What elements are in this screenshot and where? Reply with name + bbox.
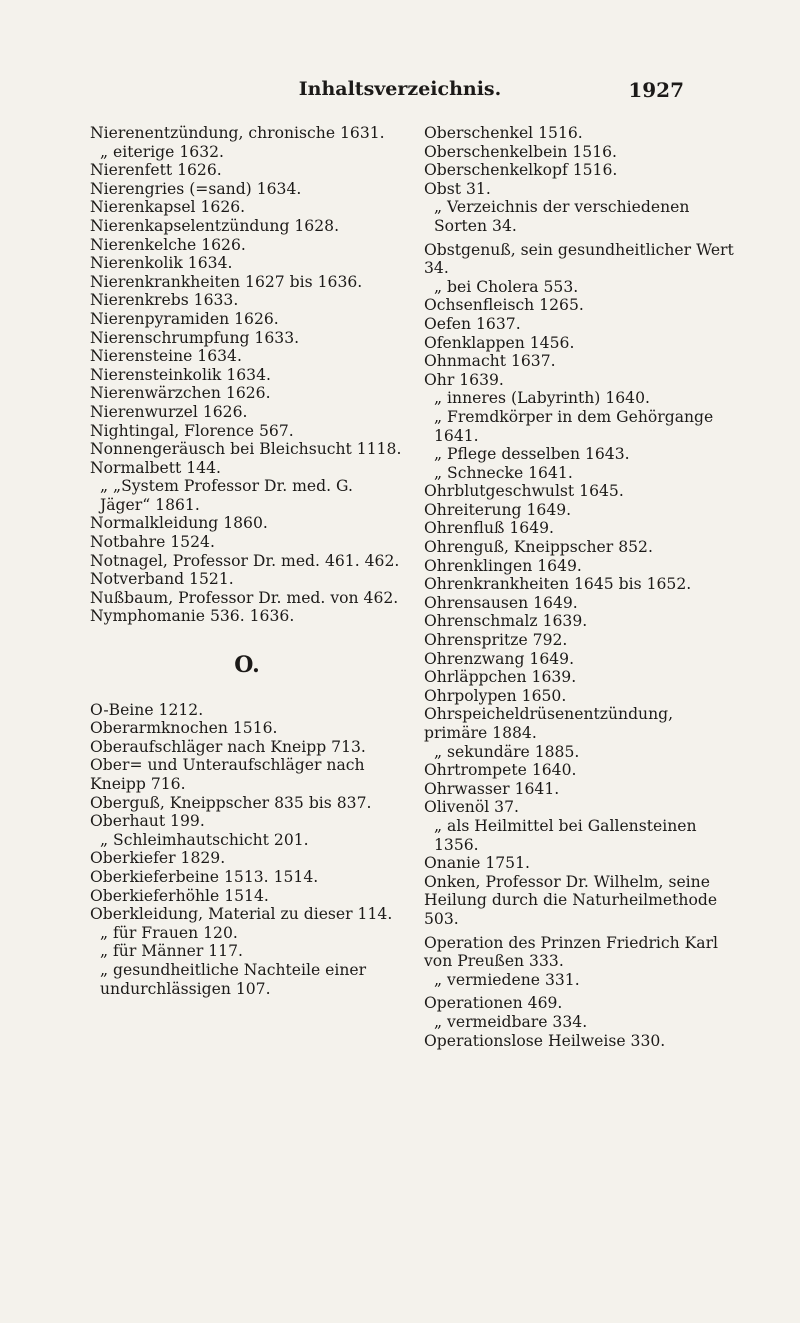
index-entry: Nonnengeräusch bei Bleichsucht 1118. xyxy=(90,440,402,459)
index-entry: Ohrtrompete 1640. xyxy=(424,761,577,780)
index-entry: „ sekundäre 1885. xyxy=(434,742,580,761)
index-entry: Obst 31. xyxy=(424,179,491,198)
index-entry: Nierenkolik 1634. xyxy=(90,254,233,273)
index-entry: Onanie 1751. xyxy=(424,854,530,873)
index-entry: Oberkieferhöhle 1514. xyxy=(90,886,269,905)
index-entry: „ Pflege desselben 1643. xyxy=(434,445,630,464)
index-entry: Nierenkapselentzündung 1628. xyxy=(90,216,340,235)
index-entry: Normalkleidung 1860. xyxy=(90,514,268,533)
index-entry: Ohrenfluß 1649. xyxy=(424,519,555,538)
index-entry: „ Verzeichnis der verschiedenen Sorten 34. xyxy=(434,198,690,235)
index-entry: Oberschenkel 1516. xyxy=(424,124,583,142)
index-entry: „ inneres (Labyrinth) 1640. xyxy=(434,389,650,408)
index-entry: Normalbett 144. xyxy=(90,458,221,477)
index-entry: Nierenschrumpfung 1633. xyxy=(90,328,300,347)
index-entry: Operationen 469. xyxy=(424,994,563,1013)
index-entry: Obstgenuß, sein gesundheitlicher Wert 34. xyxy=(424,240,734,278)
index-entry: Ohreiterung 1649. xyxy=(424,500,572,519)
index-entry: „ bei Cholera 553. xyxy=(434,277,579,296)
index-entry: Nierensteinkolik 1634. xyxy=(90,365,271,384)
index-entry: Ofenklappen 1456. xyxy=(424,333,575,352)
index-entry: Nightingal, Florence 567. xyxy=(90,421,294,440)
index-section-n xyxy=(90,124,404,626)
index-entry: Nierenwärzchen 1626. xyxy=(90,384,271,403)
page-number: 1927 xyxy=(628,78,684,102)
index-entry: Oberarmknochen 1516. xyxy=(90,719,278,738)
index-entry: „ „System Professor Dr. med. G. Jäger“ 1861. xyxy=(100,477,353,514)
index-entry: Ohrpolypen 1650. xyxy=(424,686,567,705)
index-entry: Nierenentzündung, chronische 1631. xyxy=(90,124,385,142)
index-entry: Nierenpyramiden 1626. xyxy=(90,309,279,328)
index-entry: „ eiterige 1632. xyxy=(100,142,224,161)
index-entry: Oberguß, Kneippscher 835 bis 837. xyxy=(90,793,372,812)
index-entry: Nymphomanie 536. 1636. xyxy=(90,607,295,626)
index-entry: Olivenöl 37. xyxy=(424,798,519,817)
index-entry: Ohnmacht 1637. xyxy=(424,352,556,371)
index-entry: Ohrenzwang 1649. xyxy=(424,649,575,668)
index-entry: Ochsenfleisch 1265. xyxy=(424,296,584,315)
index-entry: Nierenkrebs 1633. xyxy=(90,291,239,310)
index-entry: Nierensteine 1634. xyxy=(90,347,242,366)
index-entry: Ohrläppchen 1639. xyxy=(424,668,577,687)
index-entry: Onken, Professor Dr. Wilhelm, seine Heilung durch die Naturheilmethode 503. xyxy=(424,872,718,928)
index-entry: Nierenwurzel 1626. xyxy=(90,402,248,421)
index-entry: „ Fremdkörper in dem Gehörgange 1641. xyxy=(434,407,714,445)
page-header xyxy=(0,78,800,108)
index-entry: Notbahre 1524. xyxy=(90,533,215,552)
index-entry: Nierenfett 1626. xyxy=(90,161,222,180)
left-column xyxy=(90,124,404,998)
index-entry: Oberkiefer 1829. xyxy=(90,849,226,868)
index-entry: Ohrenschmalz 1639. xyxy=(424,612,588,631)
section-letter: O. xyxy=(234,652,260,679)
index-entry: Ohrblutgeschwulst 1645. xyxy=(424,482,624,501)
index-entry: Nierengries (=sand) 1634. xyxy=(90,179,302,198)
index-entry: „ als Heilmittel bei Gallensteinen 1356. xyxy=(434,816,697,854)
index-entry: Ohrenspritze 792. xyxy=(424,631,568,650)
index-entry: „ vermiedene 331. xyxy=(434,970,580,989)
index-entry: Ohrenkrankheiten 1645 bis 1652. xyxy=(424,575,692,594)
index-entry: Oberschenkelkopf 1516. xyxy=(424,161,618,180)
index-entry: O-Beine 1212. xyxy=(90,700,204,719)
index-entry: „ für Frauen 120. xyxy=(100,923,238,942)
index-entry: „ Schnecke 1641. xyxy=(434,463,573,482)
index-entry: Oberschenkelbein 1516. xyxy=(424,142,618,161)
index-entry: Nierenkelche 1626. xyxy=(90,235,246,254)
index-entry: „ vermeidbare 334. xyxy=(434,1012,588,1031)
index-entry: Oberkleidung, Material zu dieser 114. xyxy=(90,905,393,924)
index-entry: „ Schleimhautschicht 201. xyxy=(100,830,309,849)
index-entry: Ohrenguß, Kneippscher 852. xyxy=(424,538,653,557)
index-entry: Nierenkrankheiten 1627 bis 1636. xyxy=(90,272,363,291)
index-entry: Notverband 1521. xyxy=(90,570,234,589)
right-column xyxy=(424,124,738,1050)
index-entry: Ohrwasser 1641. xyxy=(424,779,560,798)
index-entry: Ohrspeicheldrüsenentzündung, primäre 1884. xyxy=(424,705,674,742)
index-entry: Oberaufschläger nach Kneipp 713. xyxy=(90,737,366,756)
index-entry: Oberkieferbeine 1513. 1514. xyxy=(90,867,319,886)
index-section-o-continued xyxy=(424,124,738,1050)
index-entry: Ohr 1639. xyxy=(424,370,504,389)
index-entry: Nierenkapsel 1626. xyxy=(90,198,246,217)
page-title: Inhaltsverzeichnis. xyxy=(298,78,502,100)
index-entry: Ohrensausen 1649. xyxy=(424,593,578,612)
index-entry: „ gesundheitliche Nachteile einer undurchlässigen 107. xyxy=(100,960,367,998)
index-section-o xyxy=(90,701,404,999)
index-entry: Notnagel, Professor Dr. med. 461. 462. xyxy=(90,551,400,570)
index-entry: Nußbaum, Professor Dr. med. von 462. xyxy=(90,588,399,607)
index-entry: Operation des Prinzen Friedrich Karl von Preußen 333. xyxy=(424,933,719,971)
index-entry: „ für Männer 117. xyxy=(100,942,243,961)
index-entry: Oefen 1637. xyxy=(424,314,521,333)
index-entry: Ober= und Unteraufschläger nach Kneipp 716. xyxy=(90,756,365,793)
index-entry: Oberhaut 199. xyxy=(90,812,205,831)
index-entry: Ohrenklingen 1649. xyxy=(424,556,582,575)
index-entry: Operationslose Heilweise 330. xyxy=(424,1031,666,1050)
